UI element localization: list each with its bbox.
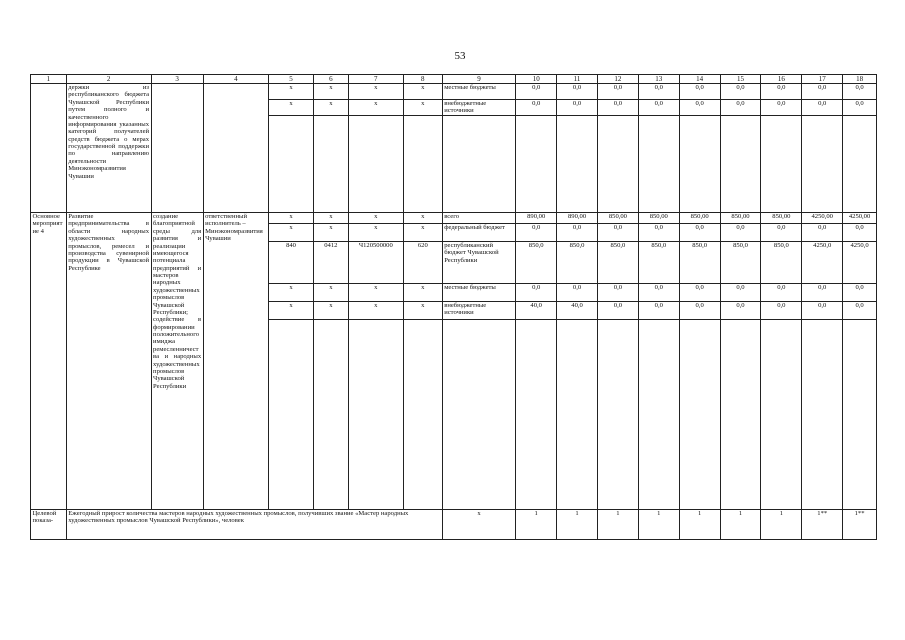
indicator-value-cell: 1 — [516, 510, 557, 540]
value-cell: 0,0 — [597, 100, 638, 116]
table-row — [31, 84, 877, 100]
empty-cell — [203, 84, 268, 213]
budget-code-cell: x — [403, 224, 442, 242]
funding-source-cell: местные бюджеты — [442, 284, 516, 302]
budget-code-cell: x — [348, 302, 403, 320]
value-cell: 0,0 — [516, 84, 557, 100]
value-cell: 850,0 — [720, 242, 761, 284]
value-cell: 0,0 — [843, 224, 877, 242]
empty-cell — [597, 116, 638, 213]
value-cell: 850,00 — [679, 213, 720, 224]
budget-code-cell: x — [269, 84, 314, 100]
value-cell: 0,0 — [802, 284, 843, 302]
value-cell: 0,0 — [761, 284, 802, 302]
empty-cell — [348, 320, 403, 510]
measure-goal-cell: создание благоприятной среды для развития и реализации имеющегося потенциала предприятий и мастеров народных художественных промыслов Чувашской Республики; содействие в формировании положительного имиджа ремесленничества и народных художественных промыслов Чувашской Республики — [151, 213, 203, 510]
budget-code-cell: x — [313, 302, 348, 320]
funding-source-cell: федеральный бюджет — [442, 224, 516, 242]
budget-code-cell: x — [348, 284, 403, 302]
column-number: 5 — [269, 75, 314, 84]
empty-cell — [638, 320, 679, 510]
value-cell: 0,0 — [679, 100, 720, 116]
value-cell: 0,0 — [720, 284, 761, 302]
budget-code-cell: x — [348, 100, 403, 116]
value-cell: 4250,0 — [802, 242, 843, 284]
value-cell: 0,0 — [597, 84, 638, 100]
value-cell: 0,0 — [761, 224, 802, 242]
value-cell: 890,00 — [557, 213, 598, 224]
empty-cell — [313, 320, 348, 510]
budget-code-cell: Ч120500000 — [348, 242, 403, 284]
indicator-value-cell: 1 — [761, 510, 802, 540]
column-number: 11 — [557, 75, 598, 84]
value-cell: 0,0 — [720, 302, 761, 320]
value-cell: 0,0 — [557, 224, 598, 242]
value-cell: 0,0 — [557, 284, 598, 302]
value-cell: 850,00 — [720, 213, 761, 224]
column-number: 3 — [151, 75, 203, 84]
funding-source-cell: всего — [442, 213, 516, 224]
empty-cell — [403, 320, 442, 510]
value-cell: 850,0 — [516, 242, 557, 284]
budget-code-cell: x — [348, 84, 403, 100]
indicator-text-cell: Ежегодный прирост количества мастеров народных художественных промыслов, получивших звание «Мастер народных художественных промыслов Чувашской Республики», человек — [66, 510, 442, 540]
funding-source-cell: внебюджетные источники — [442, 100, 516, 116]
empty-cell — [679, 116, 720, 213]
indicator-value-cell: 1 — [679, 510, 720, 540]
column-number: 10 — [516, 75, 557, 84]
value-cell: 0,0 — [802, 84, 843, 100]
value-cell: 850,0 — [761, 242, 802, 284]
value-cell: 0,0 — [843, 302, 877, 320]
measure-title-cell: Развитие предпринимательства в области народных художественных промыслов, ремесел и производства сувенирной продукции в Чувашской Республике — [66, 213, 151, 510]
budget-code-cell: x — [313, 84, 348, 100]
value-cell: 4250,00 — [843, 213, 877, 224]
empty-cell — [802, 116, 843, 213]
value-cell: 0,0 — [516, 284, 557, 302]
budget-code-cell: x — [269, 224, 314, 242]
budget-code-cell: x — [348, 224, 403, 242]
budget-code-cell: x — [313, 100, 348, 116]
value-cell: 850,0 — [638, 242, 679, 284]
column-number: 2 — [66, 75, 151, 84]
empty-cell — [843, 116, 877, 213]
indicator-label-cell: Целевой показа- — [31, 510, 67, 540]
empty-cell — [348, 116, 403, 213]
column-number: 1 — [31, 75, 67, 84]
value-cell: 0,0 — [516, 224, 557, 242]
empty-cell — [679, 320, 720, 510]
table-row — [31, 213, 877, 224]
empty-cell — [516, 320, 557, 510]
empty-cell — [720, 116, 761, 213]
value-cell: 0,0 — [802, 224, 843, 242]
value-cell: 0,0 — [843, 100, 877, 116]
value-cell: 0,0 — [557, 84, 598, 100]
cont-description-cell: держки из республиканского бюджета Чувашской Республики путем полного и качественного информирования указанных категорий получателей средств бюджета о мерах государственной поддержки по направлению деятельности Минэкономразвития Чувашии — [66, 84, 151, 213]
indicator-value-cell: 1 — [557, 510, 598, 540]
value-cell: 850,00 — [638, 213, 679, 224]
value-cell: 4250,0 — [843, 242, 877, 284]
budget-code-cell: x — [269, 284, 314, 302]
empty-cell — [761, 116, 802, 213]
value-cell: 0,0 — [761, 84, 802, 100]
empty-cell — [802, 320, 843, 510]
empty-cell — [31, 84, 67, 213]
column-number: 4 — [203, 75, 268, 84]
budget-code-cell: x — [403, 100, 442, 116]
budget-code-cell: x — [313, 224, 348, 242]
indicator-value-cell: 1** — [843, 510, 877, 540]
column-number: 9 — [442, 75, 516, 84]
value-cell: 0,0 — [638, 224, 679, 242]
budget-code-cell: x — [403, 213, 442, 224]
value-cell: 0,0 — [802, 100, 843, 116]
value-cell: 0,0 — [597, 302, 638, 320]
value-cell: 0,0 — [843, 284, 877, 302]
empty-cell — [442, 116, 516, 213]
value-cell: 0,0 — [597, 284, 638, 302]
column-number: 7 — [348, 75, 403, 84]
empty-cell — [557, 320, 598, 510]
budget-code-cell: x — [313, 284, 348, 302]
value-cell: 40,0 — [557, 302, 598, 320]
budget-code-cell: x — [403, 84, 442, 100]
value-cell: 850,0 — [597, 242, 638, 284]
empty-cell — [597, 320, 638, 510]
executor-cell: ответственный исполнитель – Минэкономразвития Чувашии — [203, 213, 268, 510]
value-cell: 0,0 — [638, 302, 679, 320]
value-cell: 850,00 — [761, 213, 802, 224]
empty-cell — [151, 84, 203, 213]
column-number: 13 — [638, 75, 679, 84]
empty-cell — [720, 320, 761, 510]
funding-source-cell: внебюджетные источники — [442, 302, 516, 320]
empty-cell — [269, 320, 314, 510]
column-number: 14 — [679, 75, 720, 84]
indicator-value-cell: 1 — [597, 510, 638, 540]
value-cell: 4250,00 — [802, 213, 843, 224]
column-number: 17 — [802, 75, 843, 84]
value-cell: 850,0 — [679, 242, 720, 284]
empty-cell — [761, 320, 802, 510]
empty-cell — [843, 320, 877, 510]
value-cell: 0,0 — [679, 84, 720, 100]
column-number: 6 — [313, 75, 348, 84]
budget-code-cell: x — [269, 100, 314, 116]
value-cell: 0,0 — [679, 224, 720, 242]
column-number: 15 — [720, 75, 761, 84]
value-cell: 850,00 — [597, 213, 638, 224]
value-cell: 0,0 — [557, 100, 598, 116]
value-cell: 0,0 — [638, 84, 679, 100]
empty-cell — [442, 320, 516, 510]
budget-code-cell: 620 — [403, 242, 442, 284]
value-cell: 0,0 — [597, 224, 638, 242]
value-cell: 0,0 — [720, 84, 761, 100]
page-number: 53 — [454, 50, 466, 62]
value-cell: 0,0 — [761, 302, 802, 320]
column-number: 18 — [843, 75, 877, 84]
value-cell: 0,0 — [638, 284, 679, 302]
measure-number-cell: Основное мероприятие 4 — [31, 213, 67, 510]
table-row — [31, 510, 877, 540]
indicator-code-cell: x — [442, 510, 516, 540]
funding-source-cell: местные бюджеты — [442, 84, 516, 100]
empty-cell — [313, 116, 348, 213]
empty-cell — [516, 116, 557, 213]
value-cell: 0,0 — [720, 224, 761, 242]
program-table — [30, 74, 877, 540]
budget-code-cell: x — [313, 213, 348, 224]
value-cell: 890,00 — [516, 213, 557, 224]
budget-code-cell: 0412 — [313, 242, 348, 284]
value-cell: 0,0 — [516, 100, 557, 116]
funding-source-cell: республиканский бюджет Чувашской Республики — [442, 242, 516, 284]
empty-cell — [557, 116, 598, 213]
value-cell: 0,0 — [679, 302, 720, 320]
indicator-value-cell: 1 — [720, 510, 761, 540]
column-number: 16 — [761, 75, 802, 84]
column-number: 12 — [597, 75, 638, 84]
value-cell: 0,0 — [720, 100, 761, 116]
budget-code-cell: x — [269, 213, 314, 224]
budget-code-cell: x — [403, 284, 442, 302]
indicator-value-cell: 1** — [802, 510, 843, 540]
value-cell: 0,0 — [638, 100, 679, 116]
budget-code-cell: 840 — [269, 242, 314, 284]
empty-cell — [638, 116, 679, 213]
budget-code-cell: x — [403, 302, 442, 320]
value-cell: 0,0 — [802, 302, 843, 320]
value-cell: 0,0 — [679, 284, 720, 302]
column-number: 8 — [403, 75, 442, 84]
empty-cell — [269, 116, 314, 213]
value-cell: 850,0 — [557, 242, 598, 284]
value-cell: 40,0 — [516, 302, 557, 320]
empty-cell — [403, 116, 442, 213]
value-cell: 0,0 — [761, 100, 802, 116]
budget-code-cell: x — [269, 302, 314, 320]
indicator-value-cell: 1 — [638, 510, 679, 540]
value-cell: 0,0 — [843, 84, 877, 100]
column-number-row — [31, 75, 877, 84]
budget-code-cell: x — [348, 213, 403, 224]
